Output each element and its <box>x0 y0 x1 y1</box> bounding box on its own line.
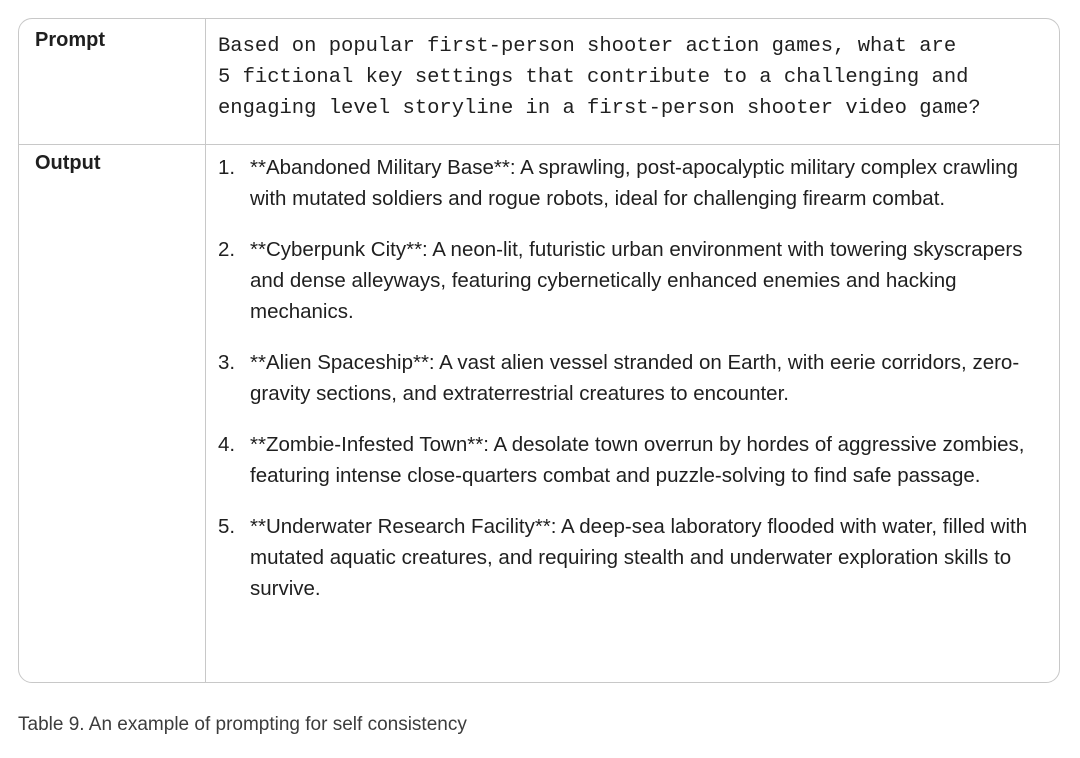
output-list <box>218 152 1058 624</box>
list-item-number: 4. <box>218 433 236 456</box>
prompt-text: Based on popular first-person shooter action games, what are 5 fictional key settings that contribute to a challenging and engaging level storyline in a first-person shooter video game? <box>218 35 981 120</box>
prompt-label: Prompt <box>35 29 105 51</box>
output-row <box>19 144 1059 682</box>
prompt-row <box>19 19 1059 145</box>
list-item-number: 1. <box>218 156 236 179</box>
list-item <box>218 429 1058 491</box>
output-label: Output <box>35 152 101 174</box>
list-item-number: 5. <box>218 515 236 538</box>
list-item-text: **Underwater Research Facility**: A deep-sea laboratory flooded with water, filled with mutated aquatic creatures, and requiring stealth and underwater exploration skills to survive. <box>250 515 1028 600</box>
list-item <box>218 347 1058 409</box>
list-item-text: **Zombie-Infested Town**: A desolate town overrun by hordes of aggressive zombies, featuring intense close-quarters combat and puzzle-solving to find safe passage. <box>250 433 1025 487</box>
list-item <box>218 152 1058 214</box>
list-item-text: **Alien Spaceship**: A vast alien vessel stranded on Earth, with eerie corridors, zero-gravity sections, and extraterrestrial creatures to encounter. <box>250 351 1020 405</box>
prompt-output-table <box>18 18 1060 683</box>
list-item-number: 3. <box>218 351 236 374</box>
list-item <box>218 234 1058 327</box>
list-item <box>218 511 1058 604</box>
list-item-text: **Abandoned Military Base**: A sprawling, post-apocalyptic military complex crawling with mutated soldiers and rogue robots, ideal for challenging firearm combat. <box>250 156 1018 210</box>
list-item-text: **Cyberpunk City**: A neon-lit, futuristic urban environment with towering skyscrapers and dense alleyways, featuring cybernetically enhanced enemies and hacking mechanics. <box>250 238 1023 323</box>
list-item-number: 2. <box>218 238 236 261</box>
table-caption: Table 9. An example of prompting for self consistency <box>18 714 467 735</box>
